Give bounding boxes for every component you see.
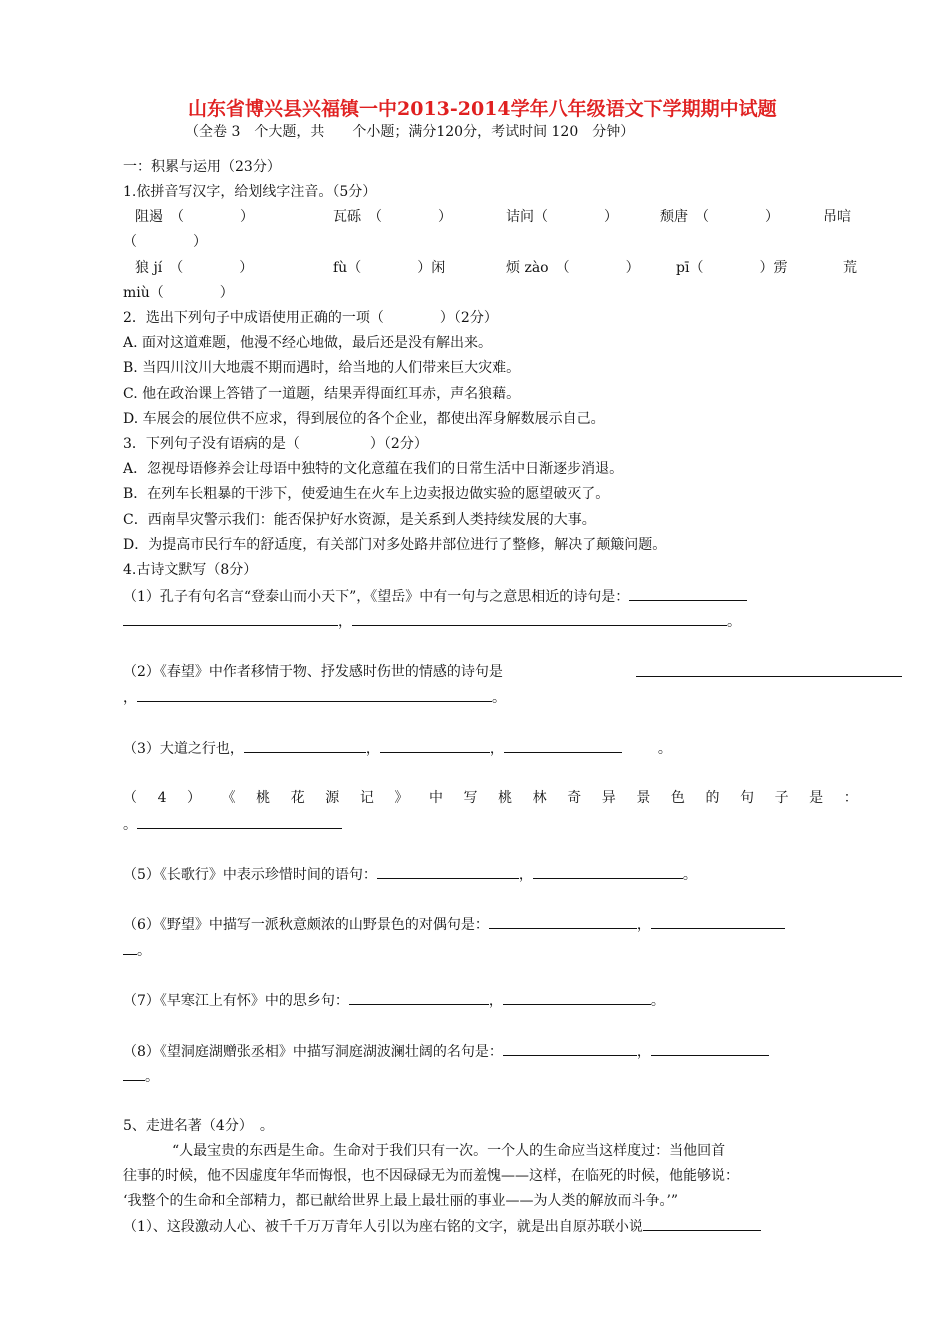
q4-stem: 4.古诗文默写（8分） xyxy=(123,562,258,578)
answer-blank[interactable] xyxy=(533,864,683,879)
q1-item: 诘问（ ） xyxy=(506,209,618,225)
answer-blank[interactable] xyxy=(137,687,492,702)
q1-item: fù（ ）闲 xyxy=(333,260,446,276)
q4-item-6-cont: 。 xyxy=(123,940,151,961)
answer-blank[interactable] xyxy=(123,611,338,626)
q2-option-b: B. 当四川汶川大地震不期而遇时，给当地的人们带来巨大灾难。 xyxy=(123,360,521,376)
q4-item-4-cont: 。 xyxy=(123,814,342,835)
q4-item-8: （8）《望洞庭湖赠张丞相》中描写洞庭湖波澜壮阔的名句是： ， xyxy=(123,1041,769,1062)
q5-quote-line2: 往事的时候，他不因虚度年华而悔恨，也不因碌碌无为而羞愧——这样，在临死的时候，他能够说： xyxy=(123,1168,739,1184)
section-heading: 一：积累与运用（23分） xyxy=(123,159,281,175)
q1-item: pī（ ）雳 xyxy=(676,260,788,276)
q1-stem: 1.依拼音写汉字，给划线字注音。（5分） xyxy=(123,184,377,200)
q1-item: 吊唁 xyxy=(823,209,851,225)
q3-stem: 3．下列句子没有语病的是（ ）（2分） xyxy=(123,436,428,452)
answer-blank[interactable] xyxy=(349,990,489,1005)
q4-item-3: （3）大道之行也， ， ， 。 xyxy=(123,738,672,759)
q1-item: 阻遏 （ ） xyxy=(135,209,254,225)
q4-item-1: （1）孔子有句名言“登泰山而小天下”，《望岳》中有一句与之意思相近的诗句是： xyxy=(123,586,747,607)
q1-item: 烦 zào （ ） xyxy=(506,260,640,276)
q5-sub1: （1）、这段激动人心、被千千万万青年人引以为座右铭的文字，就是出自原苏联小说 xyxy=(123,1216,761,1237)
page-title: 山东省博兴县兴福镇一中2013-2014学年八年级语文下学期期中试题 xyxy=(188,98,777,120)
q1-item: 颓唐 （ ） xyxy=(660,209,779,225)
answer-blank[interactable] xyxy=(123,940,137,955)
q1-row1-wrap: （ ） xyxy=(123,234,207,250)
answer-blank[interactable] xyxy=(377,864,519,879)
q1-item: 荒 xyxy=(843,260,857,276)
q2-stem: 2．选出下列句子中成语使用正确的一项（ ）（2分） xyxy=(123,310,498,326)
q3-option-a: A．忽视母语修养会让母语中独特的文化意蕴在我们的日常生活中日渐逐步消退。 xyxy=(123,461,624,477)
q1-row2-wrap: miù（ ） xyxy=(123,285,234,301)
q3-option-c: C．西南旱灾警示我们：能否保护好水资源，是关系到人类持续发展的大事。 xyxy=(123,512,596,528)
answer-blank[interactable] xyxy=(380,738,490,753)
q4-item-5: （5）《长歌行》中表示珍惜时间的语句： ， 。 xyxy=(123,864,697,885)
answer-blank[interactable] xyxy=(503,990,651,1005)
q4-item-2: （2）《春望》中作者移情于物、抒发感时伤世的情感的诗句是 xyxy=(123,664,503,680)
q4-item-7: （7）《早寒江上有怀》中的思乡句： ， 。 xyxy=(123,990,665,1011)
q1-item: 狼 jí （ ） xyxy=(135,260,254,276)
answer-blank[interactable] xyxy=(651,1041,769,1056)
q2-option-d: D. 车展会的展位供不应求，得到展位的各个企业，都使出浑身解数展示自己。 xyxy=(123,411,605,427)
q5-quote-line1: “人最宝贵的东西是生命。生命对于我们只有一次。一个人的生命应当这样度过：当他回首 xyxy=(172,1143,726,1159)
answer-blank[interactable] xyxy=(244,738,366,753)
answer-blank[interactable] xyxy=(137,814,342,829)
answer-blank[interactable] xyxy=(352,611,727,626)
q4-item-8-cont: 。 xyxy=(123,1066,159,1087)
q5-stem: 5、走进名著（4分） 。 xyxy=(123,1118,274,1134)
q4-item-6: （6）《野望》中描写一派秋意颇浓的山野景色的对偶句是： ， xyxy=(123,914,785,935)
answer-blank[interactable] xyxy=(651,914,785,929)
q5-quote-line3: ‘我整个的生命和全部精力，都已献给世界上最上最壮丽的事业——为人类的解放而斗争。’” xyxy=(123,1193,679,1209)
answer-blank[interactable] xyxy=(636,662,902,677)
q2-option-c: C. 他在政治课上答错了一道题，结果弄得面红耳赤，声名狼藉。 xyxy=(123,386,521,402)
answer-blank[interactable] xyxy=(123,1066,145,1081)
answer-blank[interactable] xyxy=(629,586,747,601)
q4-item-1-cont: ， 。 xyxy=(123,611,741,632)
q4-item-4: （ 4 ） 《 桃 花 源 记 》 中 写 桃 林 奇 异 景 色 的 句 子 是 ： xyxy=(123,790,858,806)
exam-info: （全卷 3 个大题，共 个小题；满分120分，考试时间 120 分钟） xyxy=(185,124,635,140)
q3-option-b: B．在列车长粗暴的干涉下，使爱迪生在火车上边卖报边做实验的愿望破灭了。 xyxy=(123,486,610,502)
answer-blank[interactable] xyxy=(489,914,637,929)
q2-option-a: A. 面对这道难题，他漫不经心地做，最后还是没有解出来。 xyxy=(123,335,493,351)
answer-blank[interactable] xyxy=(504,738,622,753)
q1-item: 瓦砾 （ ） xyxy=(333,209,452,225)
answer-blank[interactable] xyxy=(503,1041,637,1056)
answer-blank[interactable] xyxy=(643,1216,761,1231)
q4-item-2-cont: ， 。 xyxy=(123,687,506,708)
q3-option-d: D．为提高市民行车的舒适度，有关部门对多处路井部位进行了整修，解决了颠簸问题。 xyxy=(123,537,667,553)
